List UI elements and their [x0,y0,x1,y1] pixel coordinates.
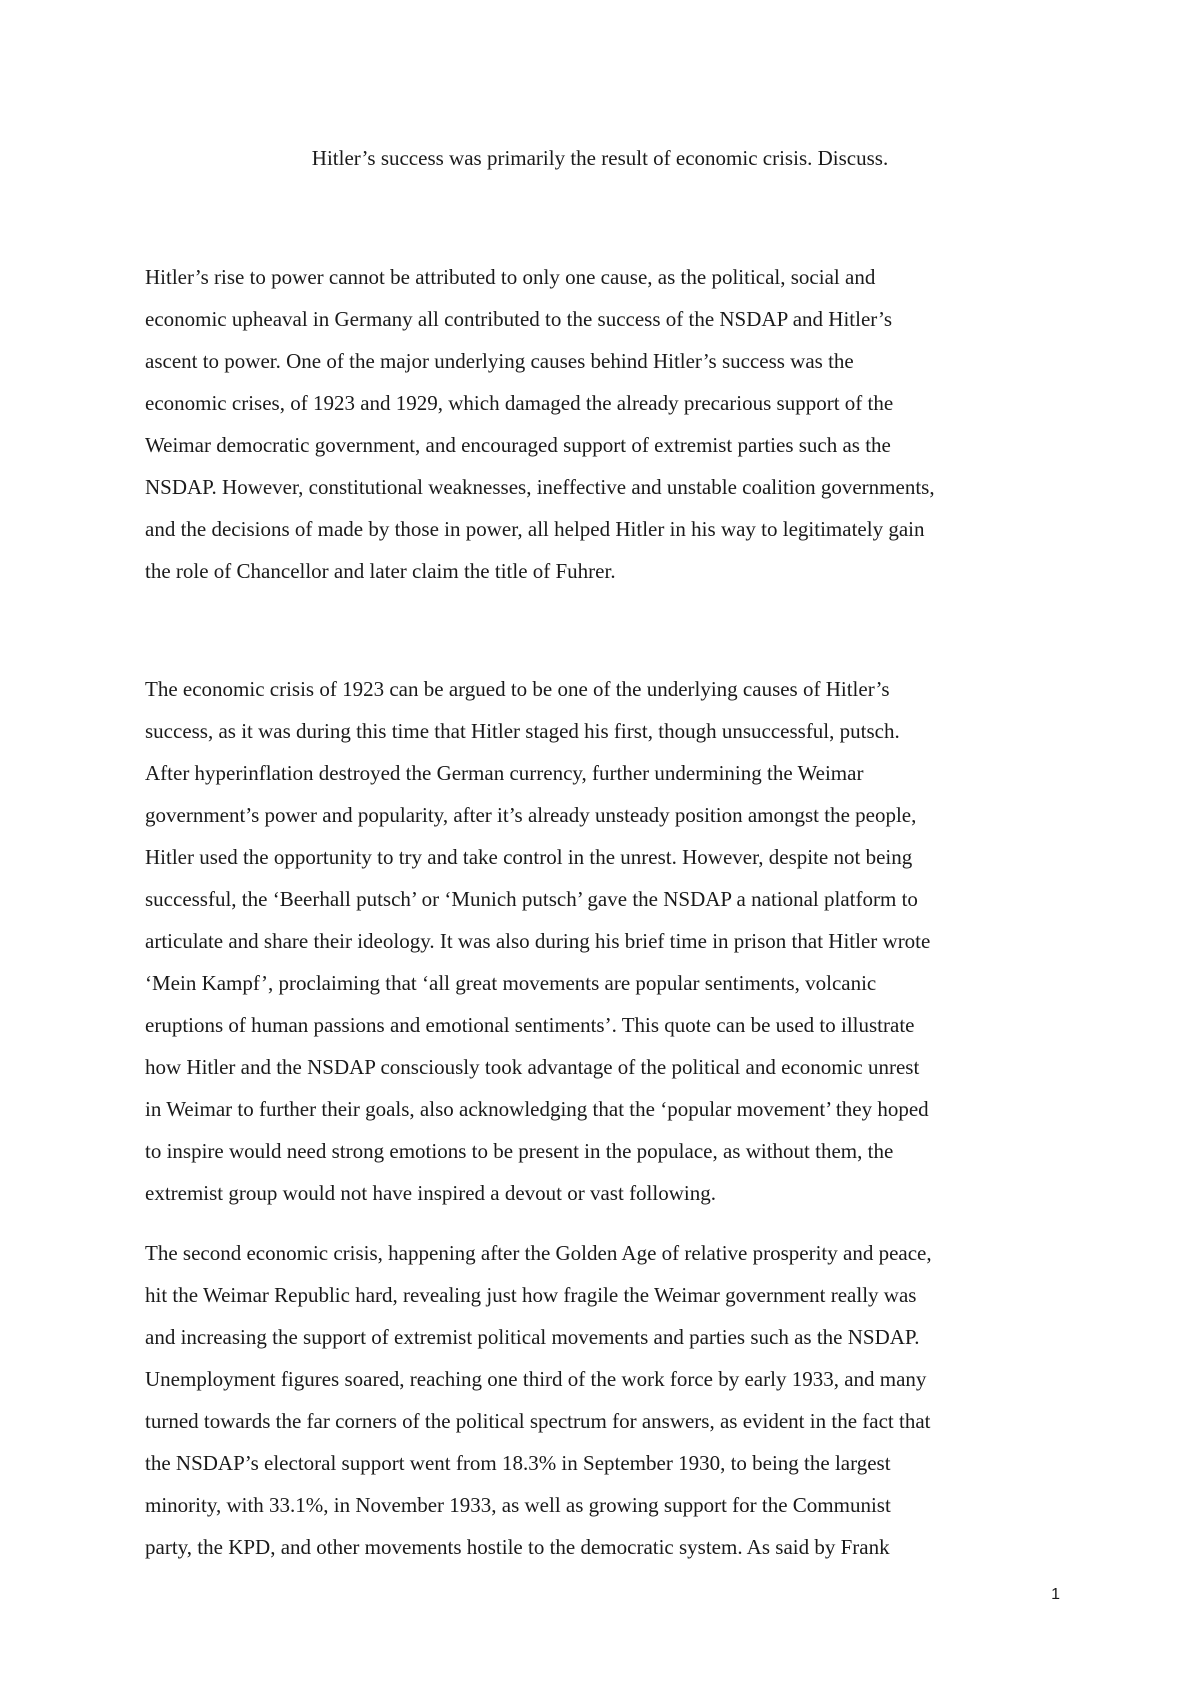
text-line: eruptions of human passions and emotional sentiments’. This quote can be used to illustrate [145,1013,915,1037]
text-line: Hitler used the opportunity to try and take control in the unrest. However, despite not being [145,845,913,869]
text-line: Weimar democratic government, and encouraged support of extremist parties such as the [145,433,891,457]
text-line: The economic crisis of 1923 can be argued to be one of the underlying causes of Hitler’s [145,677,890,701]
text-line: government’s power and popularity, after it’s already unsteady position amongst the people, [145,803,917,827]
text-line: NSDAP. However, constitutional weaknesses, ineffective and unstable coalition governments, [145,475,935,499]
text-line: the role of Chancellor and later claim the title of Fuhrer. [145,559,616,583]
text-line: party, the KPD, and other movements hostile to the democratic system. As said by Frank [145,1535,890,1559]
paragraph-introduction [145,256,1065,592]
text-line: articulate and share their ideology. It was also during his brief time in prison that Hitler wrote [145,929,931,953]
text-line: to inspire would need strong emotions to be present in the populace, as without them, the [145,1139,894,1163]
text-line: hit the Weimar Republic hard, revealing just how fragile the Weimar government really was [145,1283,917,1307]
paragraph-crisis-1923 [145,668,1065,1214]
paragraph-crisis-1929 [145,1232,1065,1568]
text-line: and increasing the support of extremist political movements and parties such as the NSDAP. [145,1325,920,1349]
text-line: Hitler’s rise to power cannot be attributed to only one cause, as the political, social and [145,265,876,289]
text-line: in Weimar to further their goals, also acknowledging that the ‘popular movement’ they hoped [145,1097,929,1121]
text-line: success, as it was during this time that Hitler staged his first, though unsuccessful, putsch. [145,719,900,743]
page-number: 1 [1051,1586,1060,1603]
essay-title: Hitler’s success was primarily the result of economic crisis. Discuss. [311,146,889,170]
text-line: The second economic crisis, happening after the Golden Age of relative prosperity and peace, [145,1241,932,1265]
text-line: After hyperinflation destroyed the German currency, further undermining the Weimar [145,761,864,785]
text-line: economic crises, of 1923 and 1929, which damaged the already precarious support of the [145,391,894,415]
text-line: minority, with 33.1%, in November 1933, as well as growing support for the Communist [145,1493,891,1517]
text-line: ‘Mein Kampf’, proclaiming that ‘all great movements are popular sentiments, volcanic [145,971,877,995]
text-line: extremist group would not have inspired a devout or vast following. [145,1181,716,1205]
text-line: how Hitler and the NSDAP consciously took advantage of the political and economic unrest [145,1055,920,1079]
text-line: successful, the ‘Beerhall putsch’ or ‘Munich putsch’ gave the NSDAP a national platform to [145,887,918,911]
text-line: the NSDAP’s electoral support went from 18.3% in September 1930, to being the largest [145,1451,891,1475]
text-line: Unemployment figures soared, reaching one third of the work force by early 1933, and many [145,1367,927,1391]
text-line: turned towards the far corners of the political spectrum for answers, as evident in the fact that [145,1409,931,1433]
text-line: and the decisions of made by those in power, all helped Hitler in his way to legitimately gain [145,517,925,541]
text-line: ascent to power. One of the major underlying causes behind Hitler’s success was the [145,349,854,373]
text-line: economic upheaval in Germany all contributed to the success of the NSDAP and Hitler’s [145,307,893,331]
